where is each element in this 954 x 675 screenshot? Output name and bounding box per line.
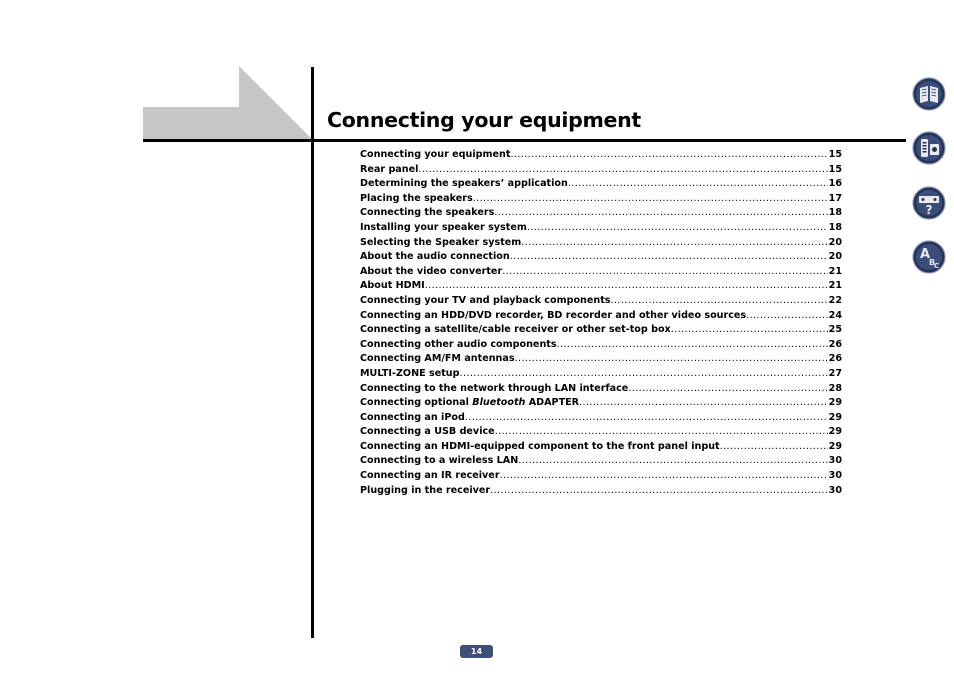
- toc-entry-page: 29: [828, 397, 842, 409]
- toc-entry-title-italic: Bluetooth: [472, 397, 526, 409]
- toc-entry-title: Connecting the speakers: [360, 207, 495, 219]
- toc-entry-title: [360, 397, 579, 408]
- svg-text:A: A: [920, 247, 931, 262]
- toc-leader-dots: [720, 441, 828, 452]
- receiver-help-icon[interactable]: [912, 186, 946, 220]
- book-icon[interactable]: [912, 77, 946, 111]
- toc-entry-title: About the video converter: [360, 265, 503, 277]
- toc-entry[interactable]: [360, 485, 842, 500]
- toc-entry-page: 24: [828, 309, 842, 321]
- toc-entry[interactable]: [360, 441, 842, 456]
- toc-leader-dots: [465, 412, 828, 423]
- toc-entry-title: Placing the speakers: [360, 192, 473, 204]
- toc-entry-title: Connecting to a wireless LAN: [360, 455, 519, 467]
- toc-leader-dots: [490, 485, 827, 496]
- toc-entry[interactable]: [360, 178, 842, 193]
- toc-entry-page: 29: [828, 426, 842, 438]
- toc-entry-title: Connecting AM/FM antennas: [360, 353, 515, 365]
- toc-entry[interactable]: [360, 207, 842, 222]
- toc-entry-title: Connecting an HDD/DVD recorder, BD recorder and other video sources: [360, 309, 747, 321]
- toc-entry-page: 18: [828, 207, 842, 219]
- toc-entry-page: 30: [828, 484, 842, 496]
- toc-leader-dots: [500, 470, 828, 481]
- toc-entry[interactable]: [360, 266, 842, 281]
- toc-entry[interactable]: [360, 164, 842, 179]
- toc-entry[interactable]: [360, 280, 842, 295]
- toc-entry-title: Connecting an HDMI-equipped component to the front panel input: [360, 440, 720, 452]
- toc-leader-dots: [510, 251, 828, 262]
- toc-leader-dots: [579, 397, 828, 408]
- toc-entry[interactable]: [360, 412, 842, 427]
- toc-leader-dots: [460, 368, 828, 379]
- toc-entry-title: Connecting a satellite/cable receiver or other set-top box: [360, 324, 671, 336]
- toc-leader-dots: [425, 280, 828, 291]
- toc-entry[interactable]: [360, 324, 842, 339]
- toc-entry-page: 15: [828, 163, 842, 175]
- toc-entry-title: Installing your speaker system: [360, 221, 527, 233]
- toc-entry-page: 18: [828, 221, 842, 233]
- toc-entry-title: Connecting an IR receiver: [360, 470, 500, 482]
- toc-entry-page: 30: [828, 470, 842, 482]
- toc-entry[interactable]: [360, 383, 842, 398]
- toc-entry-page: 26: [828, 353, 842, 365]
- toc-entry-title: Selecting the Speaker system: [360, 236, 522, 248]
- toc-entry[interactable]: [360, 470, 842, 485]
- toc-leader-dots: [510, 149, 827, 160]
- toc-entry-title: Connecting an iPod: [360, 411, 465, 423]
- toc-entry-page: 21: [828, 265, 842, 277]
- toc-entry[interactable]: [360, 251, 842, 266]
- toc-entry[interactable]: [360, 310, 842, 325]
- horizontal-rule-left: [143, 139, 314, 142]
- toc-entry-title: Determining the speakers’ application: [360, 178, 568, 190]
- page-number-badge: 14: [460, 645, 493, 658]
- table-of-contents: [360, 149, 842, 499]
- toc-entry-title: Connecting a USB device: [360, 426, 495, 438]
- toc-leader-dots: [515, 353, 828, 364]
- toc-leader-dots: [611, 295, 828, 306]
- toc-entry[interactable]: [360, 455, 842, 470]
- svg-text:B: B: [929, 258, 936, 267]
- toc-entry[interactable]: [360, 193, 842, 208]
- toc-leader-dots: [568, 178, 828, 189]
- toc-entry-title: Plugging in the receiver: [360, 484, 491, 496]
- toc-leader-dots: [473, 193, 828, 204]
- toc-entry-page: 27: [828, 367, 842, 379]
- toc-entry-page: 26: [828, 338, 842, 350]
- toc-leader-dots: [495, 426, 828, 437]
- horizontal-rule-right: [314, 139, 906, 142]
- remote-control-icon[interactable]: [912, 131, 946, 165]
- toc-entry-page: 22: [828, 294, 842, 306]
- toc-entry-title: Connecting your equipment: [360, 149, 511, 160]
- toc-entry-page: 25: [828, 324, 842, 336]
- vertical-rule: [311, 67, 314, 638]
- toc-leader-dots: [671, 324, 828, 335]
- toc-entry[interactable]: [360, 149, 842, 164]
- svg-text:?: ?: [925, 203, 933, 217]
- toc-entry[interactable]: [360, 353, 842, 368]
- toc-entry-page: 20: [828, 236, 842, 248]
- toc-entry[interactable]: [360, 339, 842, 354]
- toc-entry[interactable]: [360, 426, 842, 441]
- toc-entry-title: Connecting other audio components: [360, 338, 557, 350]
- toc-entry-page: 29: [828, 440, 842, 452]
- toc-entry-title: Connecting your TV and playback components: [360, 294, 611, 306]
- toc-entry-page: 30: [828, 455, 842, 467]
- toc-entry-page: 29: [828, 411, 842, 423]
- toc-entry-title-part: Connecting optional: [360, 397, 473, 409]
- toc-entry-page: 17: [828, 192, 842, 204]
- toc-entry[interactable]: [360, 368, 842, 383]
- toc-entry[interactable]: [360, 222, 842, 237]
- toc-entry-page: 20: [828, 251, 842, 263]
- toc-leader-dots: [518, 455, 827, 466]
- toc-entry[interactable]: [360, 237, 842, 252]
- toc-entry[interactable]: [360, 397, 842, 412]
- toc-leader-dots: [521, 237, 827, 248]
- toc-entry-page: 21: [828, 280, 842, 292]
- toc-entry-title: Connecting to the network through LAN interface: [360, 382, 629, 394]
- toc-leader-dots: [418, 164, 827, 175]
- page-title: Connecting your equipment: [327, 108, 641, 132]
- toc-entry-title-part: ADAPTER: [525, 397, 580, 409]
- toc-entry-title: MULTI-ZONE setup: [360, 367, 460, 379]
- toc-leader-dots: [628, 383, 827, 394]
- toc-leader-dots: [502, 266, 827, 277]
- toc-entry-page: 15: [828, 149, 842, 160]
- svg-text:C: C: [934, 262, 940, 270]
- abc-glossary-icon[interactable]: [912, 240, 946, 274]
- toc-entry-page: 28: [828, 382, 842, 394]
- chapter-tab-shape: [143, 66, 313, 140]
- toc-leader-dots: [746, 310, 828, 321]
- toc-entry[interactable]: [360, 295, 842, 310]
- toc-leader-dots: [527, 222, 828, 233]
- toc-entry-title: About the audio connection: [360, 251, 510, 263]
- toc-entry-title: About HDMI: [360, 280, 425, 292]
- toc-leader-dots: [494, 207, 827, 218]
- toc-entry-title: Rear panel: [360, 163, 419, 175]
- toc-leader-dots: [557, 339, 828, 350]
- toc-entry-page: 16: [828, 178, 842, 190]
